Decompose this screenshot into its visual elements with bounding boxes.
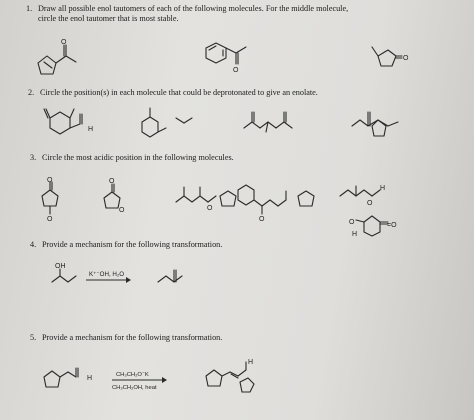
q4-starting-material (52, 269, 76, 282)
question-1-text-line2: circle the enol tautomer that is most stable. (38, 14, 179, 23)
q3-molecule-6-oxygen-left: O (349, 219, 355, 226)
q5-arrow-head (162, 377, 167, 383)
q3-molecule-2-ring-oxygen: O (119, 207, 125, 214)
q4-reagents: K⁺⁻OH, H₂O (89, 271, 125, 278)
q3-molecule-6-hydrogen: H (352, 231, 358, 238)
q2-molecule-1-hydrogen: H (88, 126, 94, 133)
q3-molecule-5 (340, 186, 380, 196)
question-3-number: 3. (30, 153, 37, 162)
question-2-number: 2. (28, 88, 35, 97)
question-4-text: Provide a mechanism for the following transformation. (42, 240, 223, 249)
q3-molecule-6-oxygen-right: =O (387, 222, 397, 229)
question-2-text: Circle the position(s) in each molecule that could be deprotonated to give an enolate. (40, 88, 318, 97)
q3-molecule-4-oxygen: O (259, 216, 265, 223)
q1-molecule-3 (372, 47, 402, 66)
q2-molecule-4 (352, 112, 398, 136)
q4-arrow-head (126, 277, 131, 283)
q1-molecule-3-oxygen: O (403, 55, 409, 62)
question-1-text: Draw all possible enol tautomers of each of the following molecules. For the middle molecule, (38, 4, 349, 13)
q3-molecule-5-oxygen: O (367, 200, 373, 207)
q4-hydroxyl-label: OH (55, 263, 66, 270)
q1-molecule-1-oxygen: O (61, 39, 67, 46)
question-5-number: 5. (30, 333, 37, 342)
q3-molecule-5-hydrogen: H (380, 185, 386, 192)
question-4-number: 4. (30, 240, 37, 249)
question-3-text: Circle the most acidic position in the following molecules. (42, 153, 234, 162)
q4-product (158, 270, 182, 282)
q3-molecule-2 (104, 184, 120, 208)
q3-molecule-1-oxygen-top: O (47, 177, 53, 184)
q3-molecule-2-oxygen-top: O (109, 178, 115, 185)
q5-starting-material (44, 368, 78, 387)
q1-molecule-1 (38, 45, 76, 74)
q5-reagents-top: CH₃CH₂O⁻K (116, 372, 149, 378)
q3-molecule-1-oxygen-bottom: O (47, 216, 53, 223)
question-5-text: Provide a mechanism for the following transformation. (42, 333, 223, 342)
q1-molecule-2 (206, 43, 246, 64)
q3-molecule-1 (42, 182, 58, 214)
q3-molecule-3 (176, 187, 236, 206)
q1-molecule-2-oxygen: O (233, 67, 239, 74)
q5-product-hydrogen: H (248, 359, 254, 366)
q3-molecule-6 (356, 216, 388, 236)
q2-molecule-3 (244, 112, 292, 132)
question-1-number: 1. (26, 4, 33, 13)
q3-molecule-3-oxygen: O (207, 205, 213, 212)
q5-hydrogen: H (87, 375, 93, 382)
q5-reagents-bottom: CH₃CH₂OH, heat (112, 385, 157, 391)
q2-molecule-1 (44, 109, 82, 134)
q3-molecule-4 (238, 185, 314, 214)
q5-product (206, 362, 254, 392)
q2-molecule-2 (142, 108, 192, 137)
